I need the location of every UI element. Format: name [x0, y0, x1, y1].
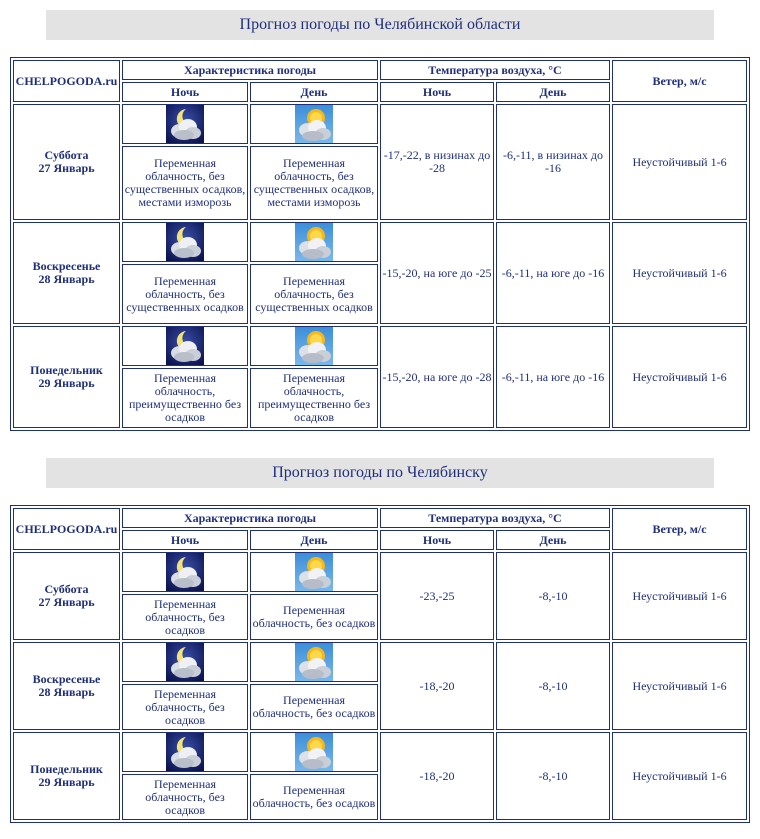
day-description: Переменная облачность, преимущественно без осадков [250, 368, 378, 428]
day-date: 27 Январь [38, 595, 95, 609]
night-icon-cell [122, 222, 248, 262]
moon-cloudy-icon [166, 223, 204, 261]
wind: Неустойчивый 1-6 [612, 732, 747, 820]
table-row [13, 732, 747, 772]
moon-cloudy-icon [166, 105, 204, 143]
sun-cloudy-icon [295, 327, 333, 365]
temperature-header: Температура воздуха, °С [380, 60, 610, 80]
weather-night-header: Ночь [122, 530, 248, 550]
sun-cloudy-icon [295, 553, 333, 591]
temp-day: -8,-10 [496, 732, 610, 820]
night-description: Переменная облачность, без осадков [122, 684, 248, 730]
moon-cloudy-icon [166, 327, 204, 365]
weather-header: Характеристика погоды [122, 508, 378, 528]
sun-cloudy-icon [295, 733, 333, 771]
temp-day: -6,-11, на юге до -16 [496, 222, 610, 324]
temp-night: -15,-20, на юге до -25 [380, 222, 494, 324]
table-row [13, 326, 747, 366]
night-description: Переменная облачность, преимущественно без осадков [122, 368, 248, 428]
day-date: 28 Январь [38, 685, 95, 699]
wind: Неустойчивый 1-6 [612, 222, 747, 324]
temp-night: -15,-20, на юге до -28 [380, 326, 494, 428]
temp-day: -6,-11, на юге до -16 [496, 326, 610, 428]
wind: Неустойчивый 1-6 [612, 104, 747, 220]
day-name: Суббота [44, 582, 89, 596]
weather-day-header: День [250, 82, 378, 102]
moon-cloudy-icon [166, 553, 204, 591]
day-date: 29 Январь [38, 376, 95, 390]
night-icon-cell [122, 732, 248, 772]
city-forecast-title: Прогноз погоды по Челябинску [46, 458, 714, 488]
temp-night: -18,-20 [380, 732, 494, 820]
day-icon-cell [250, 642, 378, 682]
night-icon-cell [122, 642, 248, 682]
weather-night-header: Ночь [122, 82, 248, 102]
temp-day: -8,-10 [496, 552, 610, 640]
temp-day-header: День [496, 82, 610, 102]
night-description: Переменная облачность, без существенных осадков [122, 264, 248, 324]
night-description: Переменная облачность, без существенных осадков, местами изморозь [122, 146, 248, 220]
day-description: Переменная облачность, без осадков [250, 774, 378, 820]
day-icon-cell [250, 222, 378, 262]
table-row [13, 642, 747, 682]
region-forecast-table [10, 57, 750, 431]
day-name: Понедельник [30, 762, 103, 776]
table-row [13, 552, 747, 592]
temp-night-header: Ночь [380, 82, 494, 102]
day-cell [13, 326, 120, 428]
city-forecast-table [10, 505, 750, 823]
wind: Неустойчивый 1-6 [612, 642, 747, 730]
day-icon-cell [250, 326, 378, 366]
wind: Неустойчивый 1-6 [612, 552, 747, 640]
temp-day: -6,-11, в низинах до -16 [496, 104, 610, 220]
temperature-header: Температура воздуха, °С [380, 508, 610, 528]
day-description: Переменная облачность, без существенных осадков [250, 264, 378, 324]
day-description: Переменная облачность, без существенных осадков, местами изморозь [250, 146, 378, 220]
day-name: Понедельник [30, 363, 103, 377]
day-name: Воскресенье [32, 259, 101, 273]
day-cell [13, 222, 120, 324]
day-description: Переменная облачность, без осадков [250, 594, 378, 640]
moon-cloudy-icon [166, 733, 204, 771]
sun-cloudy-icon [295, 105, 333, 143]
temp-night: -17,-22, в низинах до -28 [380, 104, 494, 220]
day-cell [13, 552, 120, 640]
sun-cloudy-icon [295, 223, 333, 261]
night-icon-cell [122, 326, 248, 366]
day-description: Переменная облачность, без осадков [250, 684, 378, 730]
night-description: Переменная облачность, без осадков [122, 774, 248, 820]
day-cell [13, 104, 120, 220]
wind-header: Ветер, м/с [612, 60, 747, 102]
wind-header: Ветер, м/с [612, 508, 747, 550]
day-name: Суббота [44, 148, 89, 162]
night-icon-cell [122, 104, 248, 144]
night-icon-cell [122, 552, 248, 592]
day-date: 28 Январь [38, 272, 95, 286]
day-date: 29 Январь [38, 775, 95, 789]
site-name: CHELPOGODA.ru [13, 60, 120, 102]
day-date: 27 Январь [38, 161, 95, 175]
day-cell [13, 642, 120, 730]
temp-day: -8,-10 [496, 642, 610, 730]
sun-cloudy-icon [295, 643, 333, 681]
night-description: Переменная облачность, без осадков [122, 594, 248, 640]
day-icon-cell [250, 104, 378, 144]
region-forecast-title: Прогноз погоды по Челябинской области [46, 10, 714, 40]
day-cell [13, 732, 120, 820]
weather-header: Характеристика погоды [122, 60, 378, 80]
day-icon-cell [250, 552, 378, 592]
day-name: Воскресенье [32, 672, 101, 686]
temp-night-header: Ночь [380, 530, 494, 550]
table-row [13, 104, 747, 144]
temp-day-header: День [496, 530, 610, 550]
temp-night: -18,-20 [380, 642, 494, 730]
temp-night: -23,-25 [380, 552, 494, 640]
weather-day-header: День [250, 530, 378, 550]
day-icon-cell [250, 732, 378, 772]
site-name: CHELPOGODA.ru [13, 508, 120, 550]
moon-cloudy-icon [166, 643, 204, 681]
wind: Неустойчивый 1-6 [612, 326, 747, 428]
table-row [13, 222, 747, 262]
